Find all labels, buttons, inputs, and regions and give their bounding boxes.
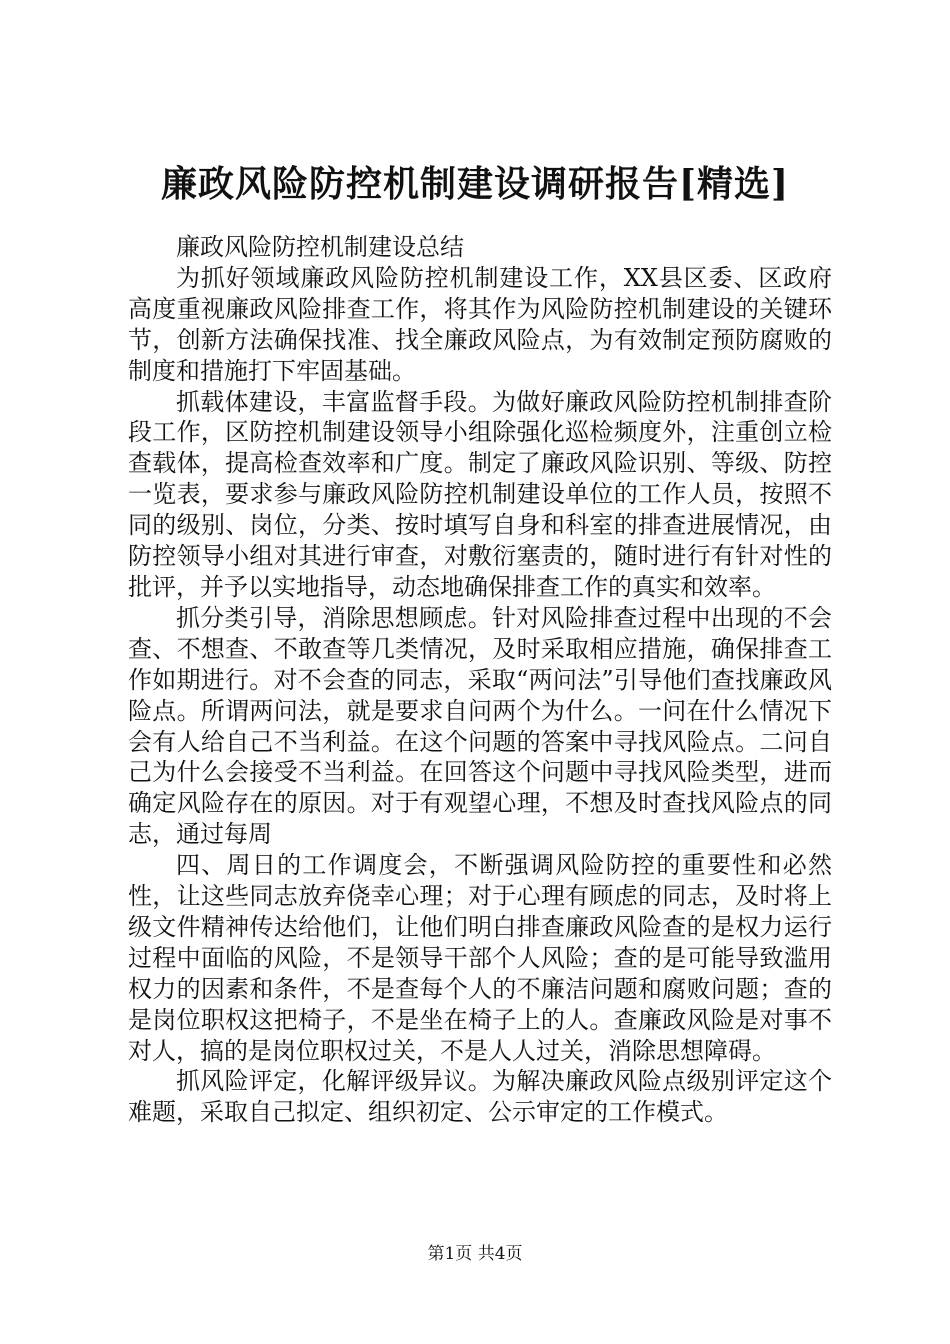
paragraph-4: 四、周日的工作调度会，不断强调风险防控的重要性和必然性，让这些同志放弃侥幸心理；对于心理有顾虑的同志，及时将上级文件精神传达给他们，让他们明白排查廉政风险查的是权力运行过程中面临的风险，不是领导干部个人风险；查的是可能导致滥用权力的因素和条件，不是查每个人的不廉洁问题和腐败问题；查的是岗位职权这把椅子，不是坐在椅子上的人。查廉政风险是对事不对人，搞的是岗位职权过关，不是人人过关，消除思想障碍。 bbox=[128, 851, 832, 1065]
paragraph-5: 抓风险评定，化解评级异议。为解决廉政风险点级别评定这个难题，采取自己拟定、组织初定、公示审定的工作模式。 bbox=[128, 1067, 832, 1127]
paragraph-2: 抓载体建设，丰富监督手段。为做好廉政风险防控机制排查阶段工作，区防控机制建设领导小组除强化巡检频度外，注重创立检查载体，提高检查效率和广度。制定了廉政风险识别、等级、防控一览表，要求参与廉政风险防控机制建设单位的工作人员，按照不同的级别、岗位，分类、按时填写自身和科室的排查进展情况，由防控领导小组对其进行审查，对敷衍塞责的，随时进行有针对性的批评，并予以实地指导，动态地确保排查工作的真实和效率。 bbox=[128, 387, 832, 601]
document-subtitle: 廉政风险防控机制建设总结 bbox=[176, 233, 464, 261]
page-footer: 第1页 共4页 bbox=[427, 1244, 523, 1264]
document-title: 廉政风险防控机制建设调研报告[精选] bbox=[160, 163, 790, 205]
document-body bbox=[128, 232, 832, 1128]
paragraph-1: 为抓好领域廉政风险防控机制建设工作，XX县区委、区政府高度重视廉政风险排查工作，将其作为风险防控机制建设的关键环节，创新方法确保找准、找全廉政风险点，为有效制定预防腐败的制度和措施打下牢固基础。 bbox=[128, 263, 832, 385]
paragraph-3: 抓分类引导，消除思想顾虑。针对风险排查过程中出现的不会查、不想查、不敢查等几类情况，及时采取相应措施，确保排查工作如期进行。对不会查的同志，采取“两问法”引导他们查找廉政风险点。所谓两问法，就是要求自问两个为什么。一问在什么情况下会有人给自己不当利益。在这个问题的答案中寻找风险点。二问自己为什么会接受不当利益。在回答这个问题中寻找风险类型，进而确定风险存在的原因。对于有观望心理，不想及时查找风险点的同志，通过每周 bbox=[128, 603, 832, 849]
